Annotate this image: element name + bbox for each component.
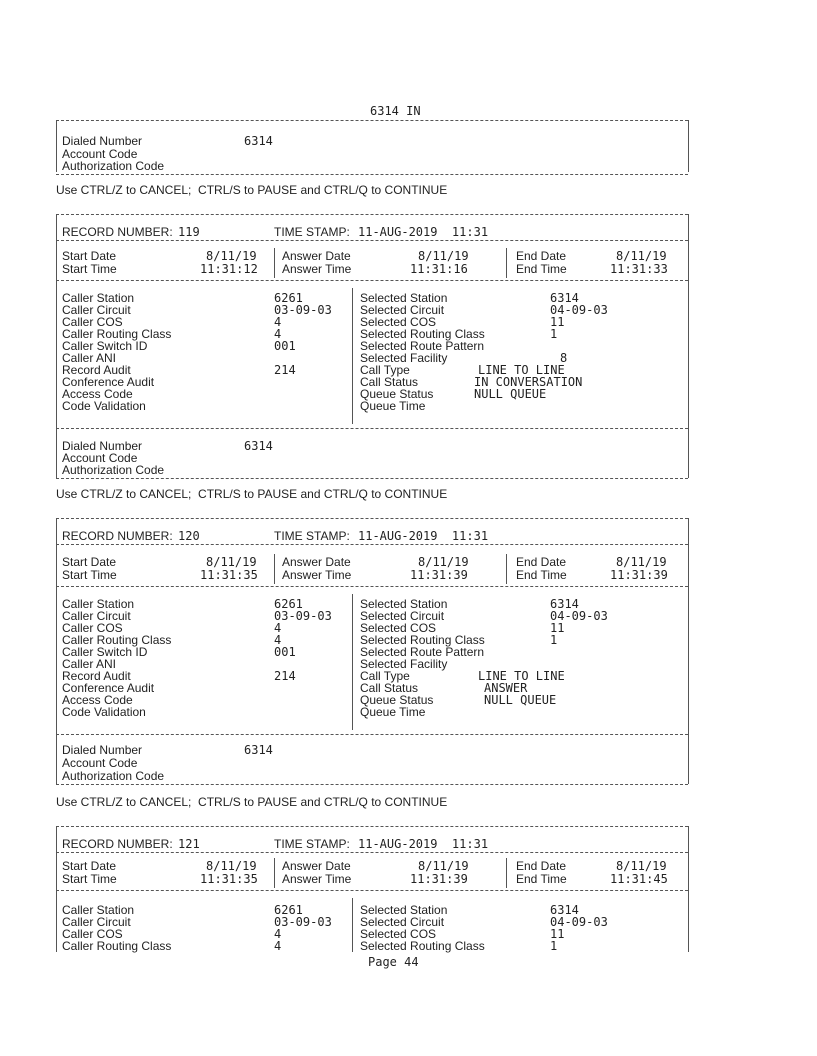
divider	[56, 544, 688, 545]
end-time-label: End Time	[516, 568, 567, 582]
divider	[688, 214, 689, 478]
end-date-label: End Date	[516, 555, 567, 569]
selected-circuit-label: Selected Circuit	[360, 609, 445, 623]
access-code-label: Access Code	[62, 693, 133, 707]
divider	[506, 554, 507, 584]
caller-circuit-label: Caller Circuit	[62, 303, 131, 317]
queue-time-label: Queue Time	[360, 705, 426, 719]
divider	[274, 248, 275, 278]
start-date-label: Start Date	[62, 859, 117, 873]
selected-routing-class-label: Selected Routing Class	[360, 939, 485, 953]
caller-switch-id-value: 001	[274, 339, 296, 353]
start-date-label: Start Date	[62, 249, 117, 263]
caller-routing-class-label: Caller Routing Class	[62, 327, 172, 341]
record-number-label: RECORD NUMBER:	[62, 225, 173, 239]
instruction-line: Use CTRL/Z to CANCEL; CTRL/S to PAUSE and CTRL/Q to CONTINUE	[56, 487, 448, 501]
authorization-code-label: Authorization Code	[62, 463, 165, 477]
caller-cos-value: 4	[274, 315, 282, 329]
code-validation-label: Code Validation	[62, 399, 146, 413]
caller-cos-label: Caller COS	[62, 315, 123, 329]
divider	[56, 240, 688, 241]
answer-time-label: Answer Time	[282, 568, 352, 582]
record-number-value: 121	[178, 837, 200, 851]
caller-station-value: 6261	[274, 291, 303, 305]
divider	[56, 214, 57, 478]
caller-ani-label: Caller ANI	[62, 351, 117, 365]
queue-status-label: Queue Status	[360, 387, 434, 401]
record-audit-label: Record Audit	[62, 669, 131, 683]
selected-station-value: 6314	[550, 291, 579, 305]
queue-time-label: Queue Time	[360, 399, 426, 413]
selected-station-label: Selected Station	[360, 291, 448, 305]
selected-circuit-value: 04-09-03	[550, 609, 608, 623]
account-code-label: Account Code	[62, 451, 138, 465]
answer-date-value: 8/11/19	[418, 859, 469, 873]
divider	[56, 784, 688, 785]
caller-switch-id-label: Caller Switch ID	[62, 339, 148, 353]
queue-status-label: Queue Status	[360, 693, 434, 707]
dialed-number-value: 6314	[244, 743, 273, 757]
end-time-value: 11:31:33	[610, 262, 668, 276]
divider	[56, 826, 688, 827]
caller-routing-class-value: 4	[274, 633, 282, 647]
caller-routing-class-label: Caller Routing Class	[62, 633, 172, 647]
selected-route-pattern-label: Selected Route Pattern	[360, 645, 485, 659]
selected-circuit-label: Selected Circuit	[360, 915, 445, 929]
time-stamp-label: TIME STAMP:	[274, 529, 350, 543]
caller-circuit-value: 03-09-03	[274, 303, 332, 317]
end-date-value: 8/11/19	[616, 249, 667, 263]
start-date-value: 8/11/19	[206, 249, 257, 263]
code-validation-label: Code Validation	[62, 705, 146, 719]
divider	[56, 478, 688, 479]
divider	[352, 288, 353, 424]
selected-cos-label: Selected COS	[360, 927, 437, 941]
selected-cos-value: 11	[550, 315, 565, 329]
call-type-value: LINE TO LINE	[478, 669, 565, 683]
time-stamp-label: TIME STAMP:	[274, 837, 350, 851]
caller-circuit-value: 03-09-03	[274, 915, 332, 929]
authorization-code-label: Authorization Code	[62, 159, 165, 173]
selected-routing-class-value: 1	[550, 633, 558, 647]
divider	[506, 858, 507, 888]
divider	[56, 428, 688, 429]
record-number-label: RECORD NUMBER:	[62, 529, 173, 543]
divider	[56, 120, 57, 172]
page-number: Page 44	[368, 955, 419, 969]
divider	[688, 120, 689, 172]
caller-station-label: Caller Station	[62, 597, 135, 611]
divider	[352, 898, 353, 952]
answer-time-value: 11:31:16	[410, 262, 468, 276]
end-time-value: 11:31:39	[610, 568, 668, 582]
divider	[56, 518, 688, 519]
dialed-number-value: 6314	[244, 134, 273, 148]
queue-status-value: NULL QUEUE	[474, 387, 547, 401]
dialed-number-value: 6314	[244, 439, 273, 453]
divider	[56, 518, 57, 784]
start-time-value: 11:31:35	[200, 568, 258, 582]
instruction-line: Use CTRL/Z to CANCEL; CTRL/S to PAUSE and CTRL/Q to CONTINUE	[56, 183, 448, 197]
divider	[56, 586, 688, 587]
selected-routing-class-label: Selected Routing Class	[360, 633, 485, 647]
caller-circuit-label: Caller Circuit	[62, 609, 131, 623]
caller-cos-value: 4	[274, 927, 282, 941]
page-title: 6314 IN	[370, 104, 421, 118]
record-audit-label: Record Audit	[62, 363, 131, 377]
caller-cos-label: Caller COS	[62, 621, 123, 635]
caller-cos-value: 4	[274, 621, 282, 635]
access-code-label: Access Code	[62, 387, 133, 401]
selected-facility-label: Selected Facility	[360, 657, 448, 671]
caller-switch-id-value: 001	[274, 645, 296, 659]
caller-station-label: Caller Station	[62, 291, 135, 305]
start-date-value: 8/11/19	[206, 555, 257, 569]
end-time-label: End Time	[516, 872, 567, 886]
caller-station-label: Caller Station	[62, 903, 135, 917]
end-date-value: 8/11/19	[616, 859, 667, 873]
end-date-label: End Date	[516, 859, 567, 873]
answer-time-value: 11:31:39	[410, 872, 468, 886]
caller-routing-class-value: 4	[274, 327, 282, 341]
selected-cos-label: Selected COS	[360, 621, 437, 635]
answer-date-value: 8/11/19	[418, 555, 469, 569]
selected-station-value: 6314	[550, 903, 579, 917]
caller-circuit-label: Caller Circuit	[62, 915, 131, 929]
call-status-value: ANSWER	[484, 681, 528, 695]
divider	[56, 214, 688, 215]
caller-routing-class-label: Caller Routing Class	[62, 939, 172, 953]
caller-station-value: 6261	[274, 903, 303, 917]
answer-time-label: Answer Time	[282, 262, 352, 276]
account-code-label: Account Code	[62, 756, 138, 770]
caller-ani-label: Caller ANI	[62, 657, 117, 671]
time-stamp-value: 11-AUG-2019 11:31	[358, 529, 489, 543]
end-date-value: 8/11/19	[616, 555, 667, 569]
divider	[56, 890, 688, 891]
divider	[56, 280, 688, 281]
selected-circuit-value: 04-09-03	[550, 915, 608, 929]
caller-switch-id-label: Caller Switch ID	[62, 645, 148, 659]
conference-audit-label: Conference Audit	[62, 681, 155, 695]
start-time-label: Start Time	[62, 568, 117, 582]
divider	[56, 852, 688, 853]
conference-audit-label: Conference Audit	[62, 375, 155, 389]
dialed-number-label: Dialed Number	[62, 743, 143, 757]
divider	[688, 518, 689, 784]
answer-date-value: 8/11/19	[418, 249, 469, 263]
record-number-label: RECORD NUMBER:	[62, 837, 173, 851]
divider	[56, 734, 688, 735]
selected-station-label: Selected Station	[360, 903, 448, 917]
selected-routing-class-value: 1	[550, 327, 558, 341]
selected-routing-class-value: 1	[550, 939, 558, 953]
end-date-label: End Date	[516, 249, 567, 263]
instruction-line: Use CTRL/Z to CANCEL; CTRL/S to PAUSE and CTRL/Q to CONTINUE	[56, 795, 448, 809]
divider	[56, 120, 688, 121]
authorization-code-label: Authorization Code	[62, 769, 165, 783]
call-type-value: LINE TO LINE	[478, 363, 565, 377]
call-status-label: Call Status	[360, 375, 419, 389]
account-code-label: Account Code	[62, 147, 138, 161]
time-stamp-label: TIME STAMP:	[274, 225, 350, 239]
record-audit-value: 214	[274, 669, 296, 683]
time-stamp-value: 11-AUG-2019 11:31	[358, 225, 489, 239]
divider	[274, 858, 275, 888]
caller-circuit-value: 03-09-03	[274, 609, 332, 623]
end-time-label: End Time	[516, 262, 567, 276]
record-number-value: 120	[178, 529, 200, 543]
answer-date-label: Answer Date	[282, 859, 351, 873]
divider	[56, 826, 57, 952]
dialed-number-label: Dialed Number	[62, 134, 143, 148]
selected-facility-value: 8	[560, 351, 568, 365]
selected-cos-value: 11	[550, 927, 565, 941]
selected-route-pattern-label: Selected Route Pattern	[360, 339, 485, 353]
selected-circuit-label: Selected Circuit	[360, 303, 445, 317]
selected-facility-label: Selected Facility	[360, 351, 448, 365]
record-number-value: 119	[178, 225, 200, 239]
answer-time-value: 11:31:39	[410, 568, 468, 582]
start-time-label: Start Time	[62, 262, 117, 276]
start-date-label: Start Date	[62, 555, 117, 569]
start-time-label: Start Time	[62, 872, 117, 886]
selected-cos-value: 11	[550, 621, 565, 635]
start-time-value: 11:31:35	[200, 872, 258, 886]
start-time-value: 11:31:12	[200, 262, 258, 276]
answer-date-label: Answer Date	[282, 555, 351, 569]
dialed-number-label: Dialed Number	[62, 439, 143, 453]
call-status-label: Call Status	[360, 681, 419, 695]
end-time-value: 11:31:45	[610, 872, 668, 886]
divider	[352, 594, 353, 730]
selected-circuit-value: 04-09-03	[550, 303, 608, 317]
time-stamp-value: 11-AUG-2019 11:31	[358, 837, 489, 851]
divider	[688, 826, 689, 952]
selected-station-label: Selected Station	[360, 597, 448, 611]
start-date-value: 8/11/19	[206, 859, 257, 873]
divider	[506, 248, 507, 278]
answer-date-label: Answer Date	[282, 249, 351, 263]
divider	[274, 554, 275, 584]
record-audit-value: 214	[274, 363, 296, 377]
call-type-label: Call Type	[360, 669, 410, 683]
caller-station-value: 6261	[274, 597, 303, 611]
queue-status-value: NULL QUEUE	[484, 693, 557, 707]
call-status-value: IN CONVERSATION	[474, 375, 583, 389]
selected-cos-label: Selected COS	[360, 315, 437, 329]
call-type-label: Call Type	[360, 363, 410, 377]
selected-station-value: 6314	[550, 597, 579, 611]
answer-time-label: Answer Time	[282, 872, 352, 886]
caller-routing-class-value: 4	[274, 939, 282, 953]
selected-routing-class-label: Selected Routing Class	[360, 327, 485, 341]
divider	[56, 174, 688, 175]
caller-cos-label: Caller COS	[62, 927, 123, 941]
